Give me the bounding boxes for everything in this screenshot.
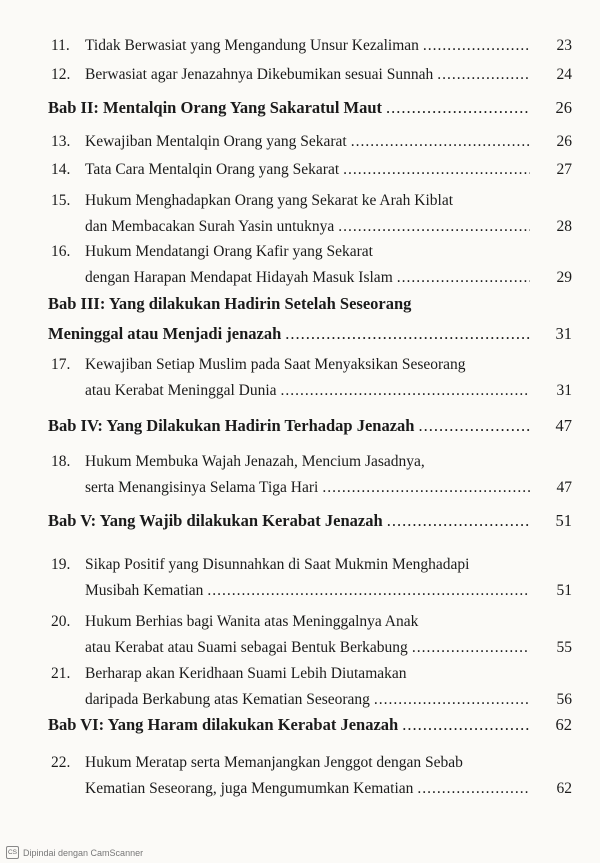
chapter-heading-text: Bab V: Yang Wajib dilakukan Kerabat Jenazah (48, 511, 383, 530)
entry-title: Tata Cara Mentalqin Orang yang Sekarat (85, 161, 340, 178)
entry-title: Hukum Meratap serta Memanjangkan Jenggot dengan Sebab (85, 754, 463, 771)
entry-number: 19. (51, 556, 71, 573)
entry-number: 21. (51, 665, 71, 682)
dot-leader (281, 379, 530, 403)
entry-number: 22. (51, 754, 71, 771)
dot-leader (402, 713, 530, 737)
entry-title: atau Kerabat Meninggal Dunia (85, 382, 277, 399)
dot-leader (417, 777, 530, 801)
entry-number: 15. (51, 192, 71, 209)
scanner-watermark (6, 846, 143, 859)
entry-title: Musibah Kematian (85, 582, 204, 599)
chapter-heading-text: Bab III: Yang dilakukan Hadirin Setelah Seseorang (48, 294, 412, 313)
entry-title: dengan Harapan Mendapat Hidayah Masuk Islam (85, 269, 393, 286)
entry-title: atau Kerabat atau Suami sebagai Bentuk Berkabung (85, 639, 408, 656)
page-number: 26 (555, 98, 572, 117)
dot-leader (419, 414, 531, 438)
dot-leader (343, 158, 530, 182)
page-number: 51 (555, 511, 572, 530)
entry-number: 14. (51, 161, 71, 178)
entry-title: Hukum Membuka Wajah Jenazah, Mencium Jasadnya, (85, 453, 425, 470)
entry-title: Kewajiban Setiap Muslim pada Saat Menyaksikan Seseorang (85, 356, 466, 373)
chapter-heading-text: Bab VI: Yang Haram dilakukan Kerabat Jenazah (48, 715, 399, 734)
page-number: 55 (556, 639, 572, 656)
entry-title: daripada Berkabung atas Kematian Seseorang (85, 691, 370, 708)
dot-leader (351, 130, 530, 154)
dot-leader (322, 476, 530, 500)
entry-title: serta Menangisinya Selama Tiga Hari (85, 479, 319, 496)
entry-number: 11. (51, 37, 70, 54)
entry-number: 12. (51, 66, 71, 83)
dot-leader (374, 688, 530, 712)
dot-leader (437, 63, 530, 87)
page-number: 47 (556, 479, 572, 496)
camscanner-logo: CS (6, 846, 19, 859)
entry-title: Tidak Berwasiat yang Mengandung Unsur Kezaliman (85, 37, 419, 54)
chapter-heading-text: Meninggal atau Menjadi jenazah (48, 324, 282, 343)
entry-number: 17. (51, 356, 71, 373)
entry-title: Sikap Positif yang Disunnahkan di Saat Mukmin Menghadapi (85, 556, 470, 573)
page-number: 31 (555, 324, 572, 343)
page-number: 62 (555, 715, 572, 734)
entry-number: 20. (51, 613, 71, 630)
page-number: 26 (556, 133, 572, 150)
entry-number: 16. (51, 243, 71, 260)
dot-leader (423, 34, 530, 58)
dot-leader (387, 509, 530, 533)
page-number: 31 (556, 382, 572, 399)
entry-title: dan Membacakan Surah Yasin untuknya (85, 218, 335, 235)
page-number: 51 (556, 582, 572, 599)
page-number: 62 (556, 780, 572, 797)
entry-title: Hukum Berhias bagi Wanita atas Meninggalnya Anak (85, 613, 419, 630)
entry-title: Hukum Mendatangi Orang Kafir yang Sekarat (85, 243, 373, 260)
dot-leader (285, 322, 530, 346)
entry-title: Berharap akan Keridhaan Suami Lebih Diutamakan (85, 665, 407, 682)
page-number: 27 (556, 161, 572, 178)
page-number: 24 (556, 66, 572, 83)
page-number: 56 (556, 691, 572, 708)
entry-title: Hukum Menghadapkan Orang yang Sekarat ke Arah Kiblat (85, 192, 454, 209)
scanner-watermark-text: Dipindai dengan CamScanner (23, 847, 144, 858)
dot-leader (207, 579, 530, 603)
page-number: 29 (556, 269, 572, 286)
dot-leader (412, 636, 530, 660)
entry-number: 13. (51, 133, 71, 150)
entry-number: 18. (51, 453, 71, 470)
page-number: 23 (556, 37, 572, 54)
page-number: 28 (556, 218, 572, 235)
entry-title: Kematian Seseorang, juga Mengumumkan Kematian (85, 780, 414, 797)
chapter-heading-text: Bab II: Mentalqin Orang Yang Sakaratul Maut (48, 98, 383, 117)
dot-leader (397, 266, 530, 290)
dot-leader (386, 96, 530, 120)
dot-leader (338, 215, 530, 239)
entry-title: Kewajiban Mentalqin Orang yang Sekarat (85, 133, 347, 150)
page-number: 47 (555, 416, 572, 435)
chapter-heading-text: Bab IV: Yang Dilakukan Hadirin Terhadap Jenazah (48, 416, 415, 435)
entry-title: Berwasiat agar Jenazahnya Dikebumikan sesuai Sunnah (85, 66, 434, 83)
